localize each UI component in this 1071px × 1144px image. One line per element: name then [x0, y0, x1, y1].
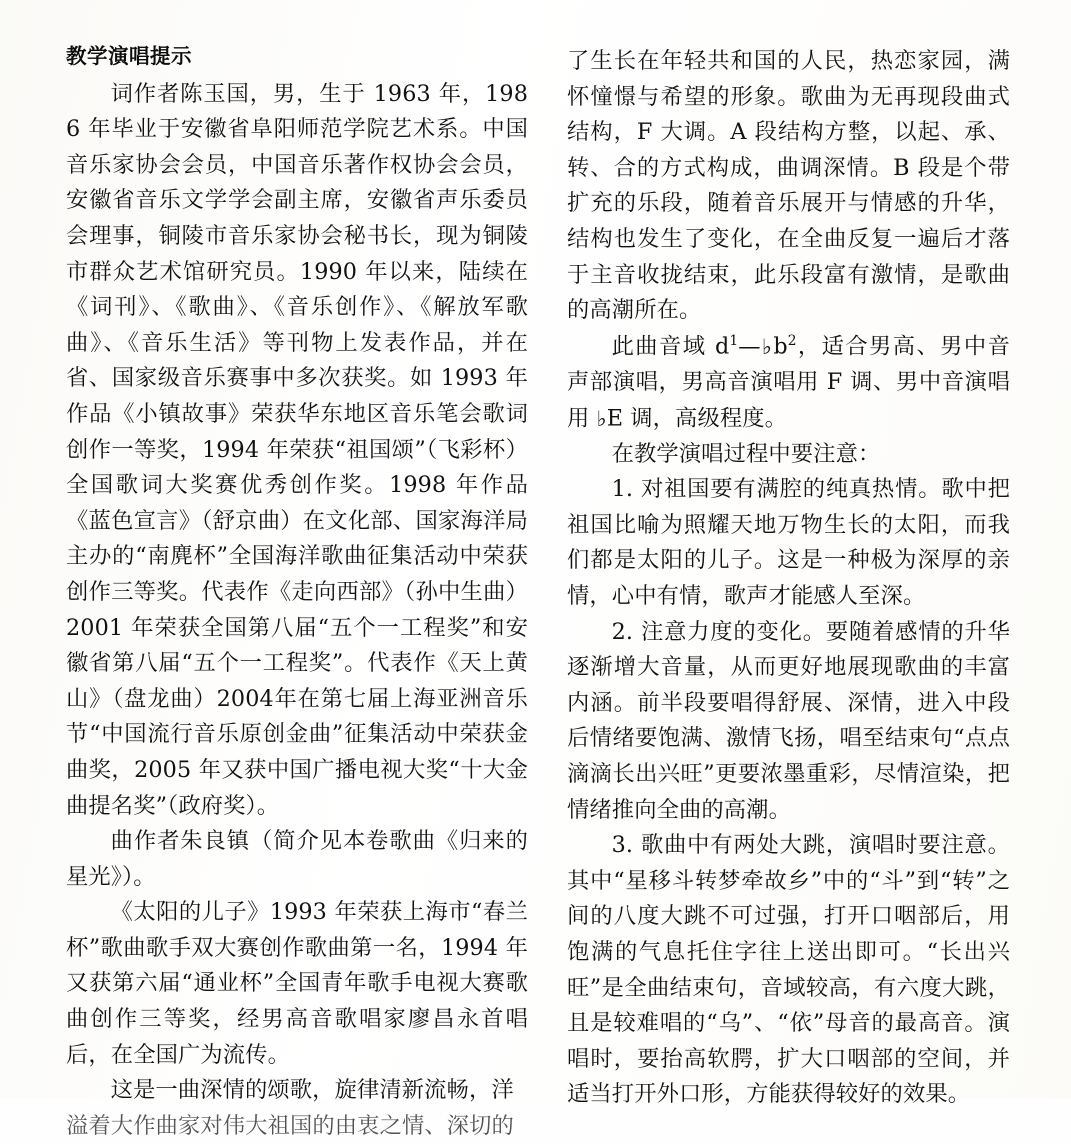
left-column	[0, 44, 528, 1139]
paragraph-composer-bio: 曲作者朱良镇（简介见本卷歌曲《归来的星光》）。	[66, 828, 528, 890]
page-heading: 教学演唱提示	[66, 44, 192, 68]
paragraph-song-description: 这是一曲深情的颂歌，旋律清新流畅，洋	[110, 1077, 514, 1104]
clipped-bottom-line: 溢着大作曲家对伟大祖国的由衷之情、深切的	[66, 1112, 514, 1139]
paragraph-structure-analysis: 了生长在年轻共和国的人民，热恋家园，满怀憧憬与希望的形象。歌曲为无再现段曲式结构，F 大调。A 段结构方整，以起、承、转、合的方式构成，曲调深情。B 段是个带扩充的乐段，随着音乐展开与情感的升华，结构也发生了变化，在全曲反复一遍后才落于主音收拢结束，此乐段富有激情，是歌曲的高潮所在。	[567, 48, 1010, 324]
paragraph-lyricist-bio: 词作者陈玉国，男，生于 1963 年，1986 年毕业于安徽省阜阳师范学院艺术系。中国音乐家协会会员，中国音乐著作权协会会员，安徽省音乐文学学会副主席，安徽省声乐委员会理事，铜陵市音乐家协会秘书长，现为铜陵市群众艺术馆研究员。1990 年以来，陆续在《词刊》、《歌曲》、《音乐创作》、《解放军歌曲》、《音乐生活》等刊物上发表作品，并在省、国家级音乐赛事中多次获奖。如 1993 年作品《小镇故事》荣获华东地区音乐笔会歌词创作一等奖，1994 年荣获“祖国颂”（飞彩杯）全国歌词大奖赛优秀创作奖。1998 年作品《蓝色宣言》（舒京曲）在文化部、国家海洋局主办的“南麂杯”全国海洋歌曲征集活动中荣获创作三等奖。代表作《走向西部》（孙中生曲）2001 年荣获全国第八届“五个一工程奖”和安徽省第八届“五个一工程奖”。代表作《天上黄山》（盘龙曲）2004年在第七届上海亚洲音乐节“中国流行音乐原创金曲”征集活动中荣获金曲奖，2005 年又获中国广播电视大奖“十大金曲提名奖”（政府奖）。	[66, 80, 528, 819]
flat-sign-icon: ♭	[760, 333, 774, 359]
paragraph-notice-intro: 在教学演唱过程中要注意：	[611, 440, 881, 467]
range-suffix: ，适合男高、男中音声部演唱，男高音演唱用 F 调、男中音演唱用	[567, 333, 1010, 432]
page-columns	[0, 44, 1071, 1139]
note-item-3: 3. 歌曲中有两处大跳，演唱时要注意。其中“星移斗转梦牵故乡”中的“斗”到“转”之间的八度大跳不可过强，打开口咽部后，用饱满的气息托住字往上送出即可。“长出兴旺”是全曲结束句，音域较高，有六度大跳，且是较难唱的“乌”、“依”母音的最高音。演唱时，要抬高软腭，扩大口咽部的空间，并适当打开外口形，方能获得较好的效果。	[567, 832, 1010, 1108]
paragraph-vocal-range	[567, 329, 1010, 437]
range-dash: —	[738, 333, 761, 360]
flat-sign-icon-2: ♭	[596, 405, 607, 431]
range-high-note: b	[773, 333, 788, 360]
note-item-2: 2. 注意力度的变化。要随着感情的升华逐渐增大音量，从而更好地展现歌曲的丰富内涵。前半段要唱得舒展、深情，进入中段后情绪要饱满、激情飞扬，唱至结束句“点点滴滴长出兴旺”更要浓墨重彩，尽情渲染，把情绪推向全曲的高潮。	[567, 618, 1010, 823]
right-column	[567, 44, 1071, 1113]
range-tail: 调，高级程度。	[623, 405, 788, 432]
range-high-octave: 2	[787, 332, 797, 349]
alt-key-letter: E	[606, 405, 624, 432]
note-item-1: 1. 对祖国要有满腔的纯真热情。歌中把祖国比喻为照耀天地万物生长的太阳，而我们都是太阳的儿子。这是一种极为深厚的亲情，心中有情，歌声才能感人至深。	[567, 476, 1010, 610]
range-prefix: 此曲音域	[611, 333, 715, 360]
range-low-note: d	[714, 333, 730, 360]
paragraph-song-awards: 《太阳的儿子》1993 年荣获上海市“春兰杯”歌曲歌手双大赛创作歌曲第一名，1994 年又获第六届“通业杯”全国青年歌手电视大赛歌曲创作三等奖，经男高音歌唱家廖昌永首唱后，在全国广为流传。	[66, 899, 528, 1068]
range-low-octave: 1	[729, 332, 739, 349]
